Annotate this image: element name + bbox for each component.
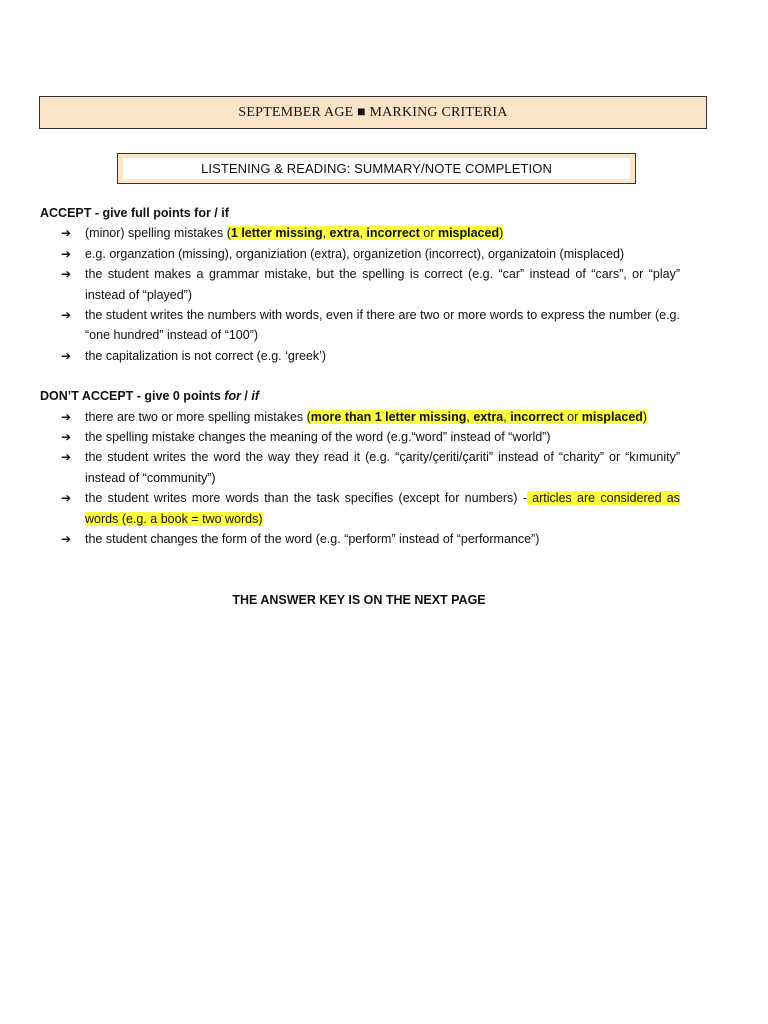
arrow-right-icon: ➔ — [61, 267, 72, 282]
list-item-text: (minor) spelling mistakes — [85, 226, 227, 241]
hl-bold-text: 1 letter missing — [230, 226, 323, 241]
hl-text: , — [466, 409, 474, 424]
arrow-right-icon: ➔ — [61, 532, 72, 547]
list-item — [61, 244, 680, 264]
heading-italic-text: if — [251, 389, 260, 404]
arrow-right-icon: ➔ — [61, 246, 72, 261]
list-item — [61, 529, 680, 549]
section-title: LISTENING & READING: SUMMARY/NOTE COMPLETION — [201, 161, 552, 176]
hl-bold-text: more than 1 letter missing — [310, 409, 467, 424]
hl-bold-text: incorrect — [366, 226, 420, 241]
hl-text: ( — [306, 409, 311, 424]
answer-key-note: THE ANSWER KEY IS ON THE NEXT PAGE — [232, 593, 486, 607]
dont-accept-heading — [40, 386, 680, 406]
list-item-text: e.g. organzation (missing), organiziation (extra), organizetion (incorrect), organizatoin (misplaced) — [85, 246, 625, 261]
hl-text: , — [503, 409, 511, 424]
hl-text: or — [563, 409, 582, 424]
arrow-right-icon: ➔ — [61, 226, 72, 241]
list-item-text: the capitalization is not correct (e.g. ‘greek’) — [85, 348, 327, 363]
list-item-text: there are two or more spelling mistakes — [85, 409, 307, 424]
hl-text: ) — [499, 226, 504, 241]
list-item-text: the student writes the word the way they read it (e.g. “çarity/çeriti/çariti” instead of “charity” or “kımunity” instead of “community”) — [85, 450, 680, 485]
list-item — [61, 346, 680, 366]
criteria-content — [40, 203, 680, 550]
list-item — [61, 305, 680, 346]
arrow-right-icon: ➔ — [61, 348, 72, 363]
list-item — [61, 427, 680, 447]
list-item-text: the spelling mistake changes the meaning of the word (e.g.“word” instead of “world”) — [85, 430, 551, 445]
hl-bold-text: misplaced — [437, 226, 500, 241]
list-item-text: the student writes the numbers with words, even if there are two or more words to express the number (e.g. “one hundred” instead of “100”) — [85, 308, 680, 343]
list-item — [61, 407, 680, 427]
accept-list — [40, 223, 680, 366]
hl-bold-text: extra — [329, 226, 360, 241]
hl-bold-text: misplaced — [581, 409, 643, 424]
hl-text: or — [419, 226, 438, 241]
hl-text: , — [359, 226, 367, 241]
arrow-right-icon: ➔ — [61, 450, 72, 465]
list-item — [61, 488, 681, 529]
list-item — [61, 223, 680, 243]
section-title-box — [117, 153, 636, 184]
heading-italic-text: for — [224, 389, 241, 404]
hl-text: ( — [226, 226, 231, 241]
page-title: SEPTEMBER AGE ■ MARKING CRITERIA — [238, 104, 508, 120]
list-item — [61, 447, 680, 488]
hl-text: ) — [642, 409, 648, 424]
heading-text: DON’T ACCEPT - give 0 points — [40, 389, 225, 404]
list-item-text: the student changes the form of the word (e.g. “perform” instead of “performance”) — [85, 532, 540, 547]
highlighted-criteria — [227, 226, 504, 240]
arrow-right-icon: ➔ — [61, 430, 72, 445]
arrow-right-icon: ➔ — [61, 409, 72, 424]
heading-separator: / — [240, 389, 252, 404]
accept-heading: ACCEPT - give full points for / if — [40, 206, 229, 220]
page-title-box — [39, 96, 707, 129]
hl-bold-text: extra — [473, 409, 504, 424]
section-title-inner — [123, 158, 630, 179]
list-item-text: the student makes a grammar mistake, but the spelling is correct (e.g. “car” instead of “cars”, or “play” instead of “played”) — [85, 267, 680, 302]
list-item-text: the student writes more words than the task specifies (except for numbers) - — [85, 491, 527, 506]
list-item — [61, 264, 680, 305]
hl-bold-text: incorrect — [510, 409, 564, 424]
section-spacer — [40, 366, 680, 386]
arrow-right-icon: ➔ — [61, 308, 72, 323]
dont-accept-list — [40, 407, 680, 550]
hl-text: , — [322, 226, 330, 241]
highlighted-criteria — [307, 410, 647, 424]
arrow-right-icon: ➔ — [61, 491, 72, 506]
highlighted-note: articles are considered as words (e.g. a book = two words) — [85, 491, 681, 526]
